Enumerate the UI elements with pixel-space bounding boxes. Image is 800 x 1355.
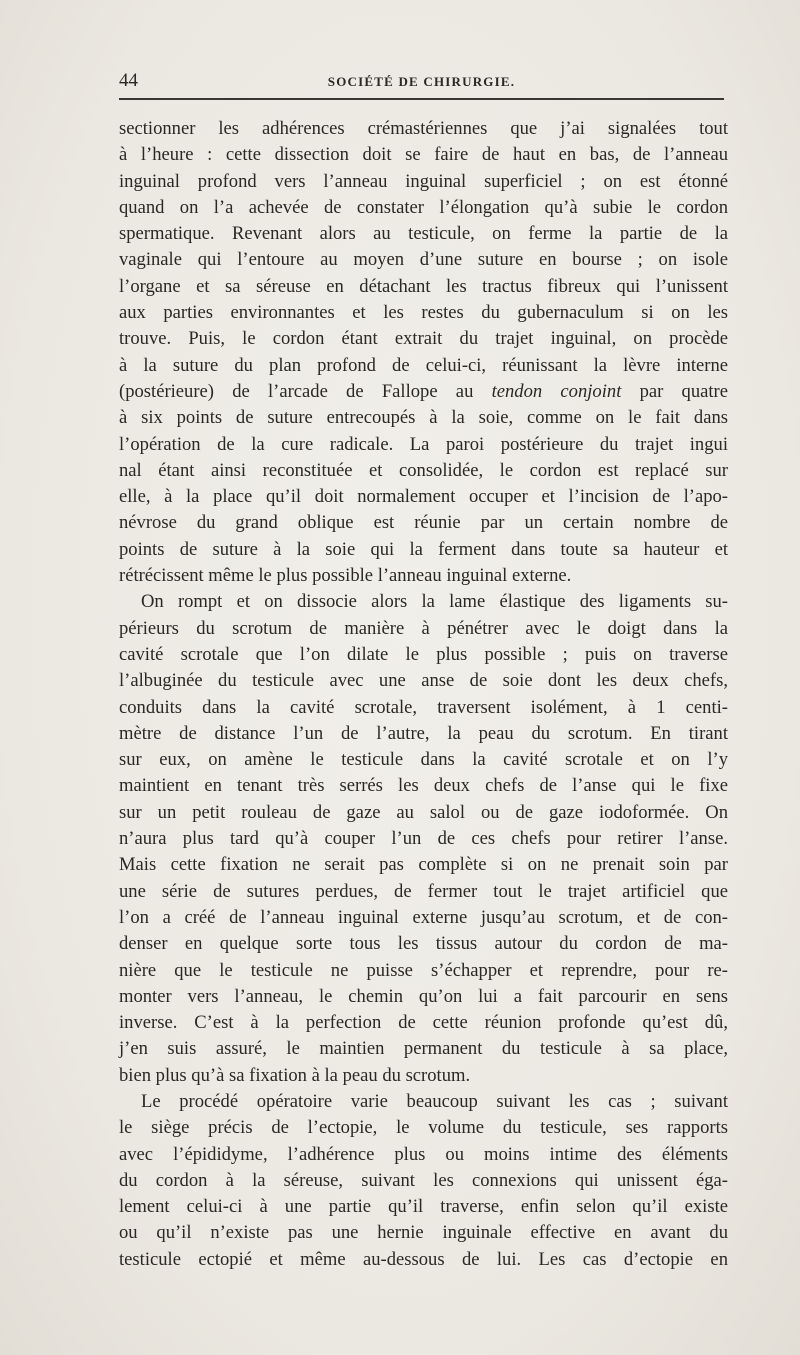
text-line: denser en quelque sorte tous les tissus autour du cordon de ma-: [119, 933, 728, 955]
text-line: nal étant ainsi reconstituée et consolidée, le cordon est replacé sur: [119, 459, 728, 481]
text-line: périeurs du scrotum de manière à pénétrer avec le doigt dans la: [119, 617, 728, 639]
running-head: SOCIÉTÉ DE CHIRURGIE.: [327, 74, 516, 89]
text-line: [119, 379, 728, 405]
text-line: Le procédé opératoire varie beaucoup suivant les cas ; suivant: [141, 1090, 728, 1112]
page-header: [119, 68, 724, 100]
text-line: à six points de suture entrecoupés à la soie, comme on le fait dans: [119, 407, 728, 429]
italic-term: tendon conjoint: [491, 380, 622, 402]
text-line: du cordon à la séreuse, suivant les connexions qui unissent éga-: [119, 1169, 728, 1191]
text-line: sectionner les adhérences crémastériennes que j’ai signalées tout: [119, 118, 728, 139]
text-segment: (postérieure) de l’arcade de Fallope au: [119, 380, 492, 402]
text-line: Mais cette fixation ne serait pas complète si on ne prenait soin par: [119, 854, 728, 876]
text-line: conduits dans la cavité scrotale, traversent isolément, à 1 centi-: [119, 696, 728, 718]
text-line: nière que le testicule ne puisse s’échapper et reprendre, pour re-: [119, 959, 728, 981]
text-line: à l’heure : cette dissection doit se faire de haut en bas, de l’anneau: [119, 144, 728, 166]
text-line: bien plus qu’à sa fixation à la peau du scrotum.: [119, 1064, 471, 1086]
text-line: mètre de distance l’un de l’autre, la peau du scrotum. En tirant: [119, 722, 728, 744]
text-line: l’opération de la cure radicale. La paroi postérieure du trajet ingui: [119, 433, 728, 455]
page-number: 44: [119, 70, 138, 91]
text-line: sur un petit rouleau de gaze au salol ou de gaze iodoformée. On: [119, 801, 728, 823]
text-line: inverse. C’est à la perfection de cette réunion profonde qu’est dû,: [119, 1012, 728, 1034]
text-line: elle, à la place qu’il doit normalement occuper et l’incision de l’apo-: [119, 486, 728, 508]
text-line: le siège précis de l’ectopie, le volume du testicule, ses rapports: [119, 1117, 728, 1139]
text-line: inguinal profond vers l’anneau inguinal superficiel ; on est étonné: [119, 170, 728, 192]
text-line: maintient en tenant très serrés les deux chefs de l’anse qui le fixe: [119, 775, 728, 797]
text-line: points de suture à la soie qui la ferment dans toute sa hauteur et: [119, 538, 728, 560]
text-line: testicule ectopié et même au-dessous de lui. Les cas d’ectopie en: [119, 1248, 728, 1270]
text-line: vaginale qui l’entoure au moyen d’une suture en bourse ; on isole: [119, 249, 728, 271]
text-line: à la suture du plan profond de celui-ci, réunissant la lèvre interne: [119, 354, 728, 376]
text-line: On rompt et on dissocie alors la lame élastique des ligaments su-: [141, 591, 728, 613]
text-line: l’albuginée du testicule avec une anse de soie dont les deux chefs,: [119, 670, 728, 692]
text-line: l’on a créé de l’anneau inguinal externe jusqu’au scrotum, et de con-: [119, 906, 728, 928]
text-line: j’en suis assuré, le maintien permanent du testicule à sa place,: [119, 1038, 728, 1060]
text-line: quand on l’a achevée de constater l’élongation qu’à subie le cordon: [119, 196, 728, 218]
text-line: avec l’épididyme, l’adhérence plus ou moins intime des éléments: [119, 1143, 728, 1165]
text-segment: par quatre: [621, 380, 728, 402]
text-line: ou qu’il n’existe pas une hernie inguinale effective en avant du: [119, 1222, 728, 1244]
text-line: sur eux, on amène le testicule dans la cavité scrotale et on l’y: [119, 749, 728, 771]
text-line: cavité scrotale que l’on dilate le plus possible ; puis on traverse: [119, 643, 728, 665]
text-line: l’organe et sa séreuse en détachant les tractus fibreux qui l’unissent: [119, 275, 728, 297]
body-text: [119, 116, 728, 1273]
text-line: une série de sutures perdues, de fermer tout le trajet artificiel que: [119, 880, 728, 902]
text-line: névrose du grand oblique est réunie par un certain nombre de: [119, 512, 728, 534]
text-line: spermatique. Revenant alors au testicule, on ferme la partie de la: [119, 223, 728, 245]
text-line: n’aura plus tard qu’à couper l’un de ces chefs pour retirer l’anse.: [119, 828, 728, 850]
text-line: monter vers l’anneau, le chemin qu’on lui a fait parcourir en sens: [119, 985, 728, 1007]
text-line: trouve. Puis, le cordon étant extrait du trajet inguinal, on procède: [119, 328, 728, 350]
text-line: rétrécissent même le plus possible l’anneau inguinal externe.: [119, 565, 572, 587]
text-line: aux parties environnantes et les restes du gubernaculum si on les: [119, 302, 728, 324]
text-line: lement celui-ci à une partie qu’il traverse, enfin selon qu’il existe: [119, 1196, 728, 1218]
